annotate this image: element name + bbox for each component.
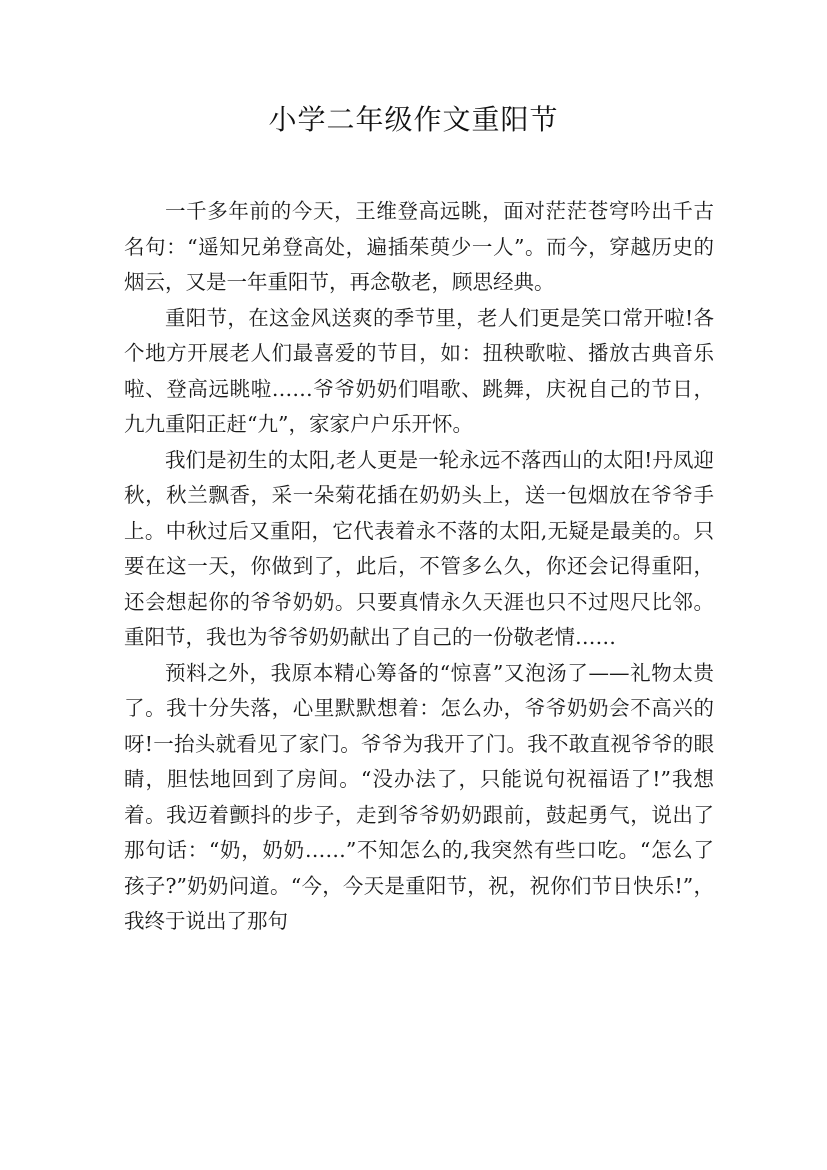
paragraph-1: 一千多年前的今天，王维登高远眺，面对茫茫苍穹吟出千古名句：“遥知兄弟登高处，遍插茱萸少一人”。而今，穿越历史的烟云，又是一年重阳节，再念敬老，顾思经典。 (124, 199, 714, 294)
document-title: 小学二年级作文重阳节 (268, 103, 559, 136)
document-body (124, 194, 714, 940)
paragraph-4: 预料之外，我原本精心筹备的“惊喜”又泡汤了——礼物太贵了。我十分失落，心里默默想着：怎么办，爷爷奶奶会不高兴的呀!一抬头就看见了家门。爷爷为我开了门。我不敢直视爷爷的眼睛，胆怯地回到了房间。“没办法了，只能说句祝福语了!”我想着。我迈着颤抖的步子，走到爷爷奶奶跟前，鼓起勇气，说出了那句话：“奶，奶奶……”不知怎么的,我突然有些口吃。“怎么了孩子?”奶奶问道。“今，今天是重阳节，祝，祝你们节日快乐!”，我终于说出了那句 (124, 660, 714, 933)
paragraph-3: 我们是初生的太阳,老人更是一轮永远不落西山的太阳!丹凤迎秋，秋兰飘香，采一朵菊花插在奶奶头上，送一包烟放在爷爷手上。中秋过后又重阳，它代表着永不落的太阳,无疑是最美的。只要在这一天，你做到了，此后，不管多么久，你还会记得重阳，还会想起你的爷爷奶奶。只要真情永久天涯也只不过咫尺比邻。重阳节，我也为爷爷奶奶献出了自己的一份敬老情…… (124, 447, 714, 649)
paragraph-2: 重阳节，在这金风送爽的季节里，老人们更是笑口常开啦!各个地方开展老人们最喜爱的节目，如：扭秧歌啦、播放古典音乐啦、登高远眺啦……爷爷奶奶们唱歌、跳舞，庆祝自己的节日，九九重阳正赶“九”，家家户户乐开怀。 (124, 305, 714, 436)
